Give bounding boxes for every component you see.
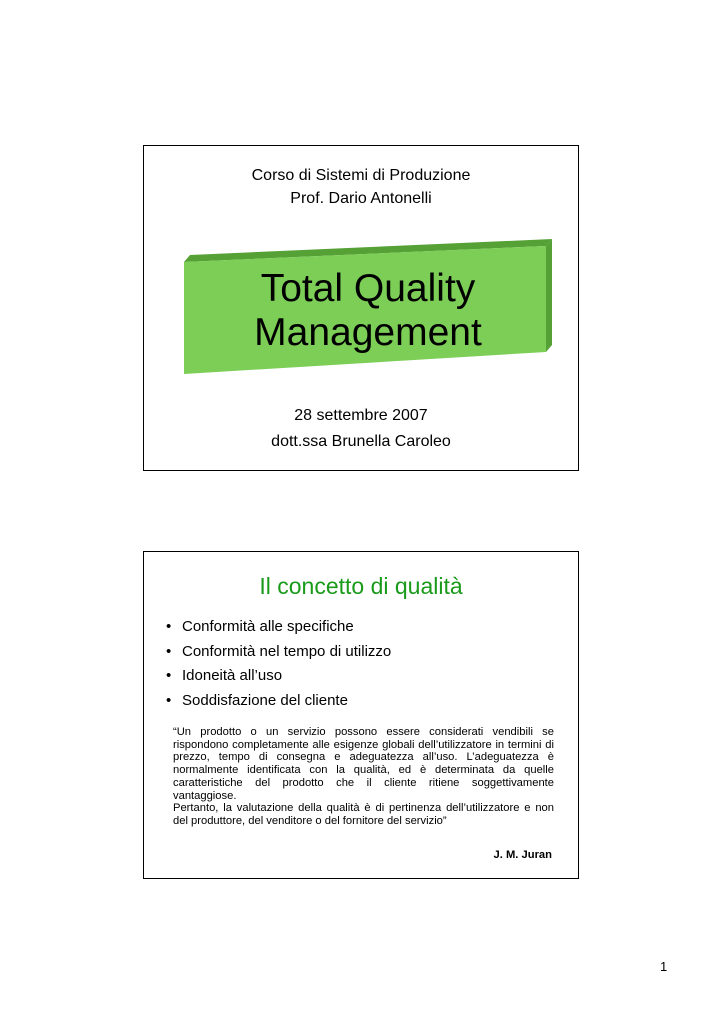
main-title-line-1: Total Quality	[260, 267, 476, 310]
page-number: 1	[660, 959, 668, 974]
bullet-icon: •	[166, 691, 172, 709]
quote-author: J. M. Juran	[493, 849, 552, 861]
bullet-list	[166, 615, 391, 713]
quote-paragraph-2: Pertanto, la valutazione della qualità è di pertinenza dell’utilizzatore e non del produttore, del venditore o del fornitore del servizio”	[173, 802, 554, 827]
bullet-icon: •	[166, 618, 172, 635]
quote-paragraph-1: “Un prodotto o un servizio possono essere considerati vendibili se rispondono completamente alle esigenze globali dell’utilizzatore in termini di prezzo, tempo di consegna e adeguatezza all’uso. L’adeguatezza è normalmente identificata con la qualità, ed è determinata da quelle caratteristiche del prodotto che il cliente ritiene soggettivamente vantaggiose.	[173, 726, 554, 802]
list-item	[166, 640, 391, 665]
bullet-icon: •	[166, 642, 172, 660]
bullet-icon: •	[166, 667, 172, 684]
list-item	[166, 615, 391, 640]
bullet-text: Conformità nel tempo di utilizzo	[182, 642, 392, 660]
list-item	[166, 664, 391, 689]
slide-heading: Il concetto di qualità	[259, 573, 463, 599]
list-item	[166, 689, 391, 714]
main-title-line-2: Management	[254, 311, 482, 354]
slide-quality-concept	[143, 551, 579, 879]
bullet-text: Idoneità all’uso	[182, 667, 283, 684]
presenter-name: dott.ssa Brunella Caroleo	[271, 433, 451, 450]
title-banner	[184, 239, 552, 377]
bullet-text: Conformità alle specifiche	[182, 618, 354, 635]
quote-block	[173, 726, 554, 828]
bullet-text: Soddisfazione del cliente	[182, 691, 348, 709]
slide-title	[143, 145, 579, 471]
course-name: Corso di Sistemi di Produzione	[251, 167, 471, 184]
professor-name: Prof. Dario Antonelli	[290, 190, 432, 207]
presentation-date: 28 settembre 2007	[294, 407, 428, 424]
